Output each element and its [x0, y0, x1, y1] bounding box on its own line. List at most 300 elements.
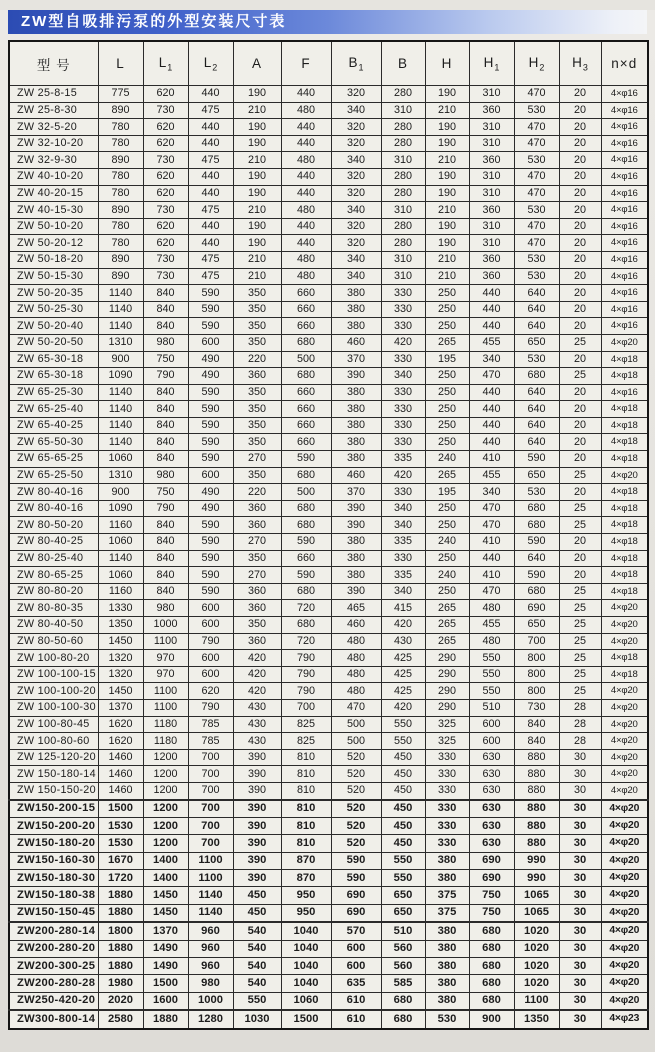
value-cell: 330 — [425, 800, 469, 818]
value-cell: 790 — [143, 368, 188, 385]
value-cell: 680 — [281, 583, 331, 600]
nxd-cell: 4×φ16 — [601, 301, 648, 318]
value-cell: 430 — [233, 699, 281, 716]
value-cell: 330 — [381, 484, 425, 501]
value-cell: 360 — [469, 102, 514, 119]
value-cell: 785 — [188, 733, 233, 750]
table-row — [9, 251, 648, 268]
value-cell: 500 — [331, 716, 381, 733]
value-cell: 380 — [331, 417, 381, 434]
value-cell: 680 — [514, 583, 559, 600]
model-cell: ZW 80-40-50 — [9, 617, 98, 634]
nxd-cell: 4×φ16 — [601, 218, 648, 235]
value-cell: 640 — [514, 434, 559, 451]
value-cell: 250 — [425, 500, 469, 517]
value-cell: 840 — [143, 583, 188, 600]
nxd-cell: 4×φ16 — [601, 384, 648, 401]
value-cell: 600 — [188, 650, 233, 667]
nxd-cell: 4×φ20 — [601, 992, 648, 1010]
value-cell: 20 — [559, 318, 601, 335]
table-row — [9, 870, 648, 887]
value-cell: 450 — [381, 749, 425, 766]
value-cell: 530 — [514, 351, 559, 368]
value-cell: 390 — [331, 583, 381, 600]
value-cell: 480 — [331, 666, 381, 683]
value-cell: 1200 — [143, 766, 188, 783]
value-cell: 500 — [331, 733, 381, 750]
value-cell: 1100 — [188, 852, 233, 869]
value-cell: 380 — [331, 318, 381, 335]
value-cell: 1460 — [98, 766, 143, 783]
value-cell: 310 — [469, 119, 514, 136]
value-cell: 460 — [331, 617, 381, 634]
value-cell: 340 — [469, 484, 514, 501]
value-cell: 730 — [143, 268, 188, 285]
nxd-cell: 4×φ16 — [601, 202, 648, 219]
value-cell: 350 — [233, 617, 281, 634]
value-cell: 1500 — [143, 975, 188, 992]
value-cell: 390 — [233, 870, 281, 887]
nxd-cell: 4×φ18 — [601, 351, 648, 368]
nxd-cell: 4×φ16 — [601, 135, 648, 152]
table-row — [9, 716, 648, 733]
value-cell: 440 — [281, 168, 331, 185]
value-cell: 380 — [331, 301, 381, 318]
table-row — [9, 417, 648, 434]
page — [0, 10, 655, 1052]
table-row — [9, 852, 648, 869]
value-cell: 1980 — [98, 975, 143, 992]
value-cell: 20 — [559, 202, 601, 219]
column-header-subscript: 1 — [494, 62, 500, 73]
value-cell: 1880 — [98, 887, 143, 904]
value-cell: 270 — [233, 534, 281, 551]
value-cell: 775 — [98, 86, 143, 103]
value-cell: 28 — [559, 699, 601, 716]
value-cell: 970 — [143, 666, 188, 683]
value-cell: 190 — [425, 185, 469, 202]
value-cell: 540 — [233, 922, 281, 940]
value-cell: 870 — [281, 852, 331, 869]
value-cell: 190 — [233, 86, 281, 103]
value-cell: 1160 — [98, 583, 143, 600]
value-cell: 430 — [381, 633, 425, 650]
value-cell: 660 — [281, 401, 331, 418]
value-cell: 490 — [188, 500, 233, 517]
value-cell: 250 — [425, 550, 469, 567]
value-cell: 790 — [281, 666, 331, 683]
value-cell: 840 — [143, 534, 188, 551]
value-cell: 640 — [514, 301, 559, 318]
value-cell: 330 — [381, 434, 425, 451]
value-cell: 190 — [425, 168, 469, 185]
value-cell: 840 — [143, 384, 188, 401]
value-cell: 510 — [381, 922, 425, 940]
nxd-cell: 4×φ16 — [601, 102, 648, 119]
table-row — [9, 887, 648, 904]
value-cell: 20 — [559, 567, 601, 584]
value-cell: 380 — [331, 567, 381, 584]
value-cell: 750 — [143, 351, 188, 368]
value-cell: 210 — [233, 102, 281, 119]
value-cell: 1140 — [98, 401, 143, 418]
value-cell: 1140 — [98, 417, 143, 434]
value-cell: 420 — [233, 650, 281, 667]
value-cell: 1460 — [98, 749, 143, 766]
value-cell: 1180 — [143, 733, 188, 750]
value-cell: 340 — [381, 583, 425, 600]
value-cell: 210 — [233, 202, 281, 219]
value-cell: 690 — [331, 904, 381, 922]
value-cell: 330 — [381, 301, 425, 318]
value-cell: 30 — [559, 870, 601, 887]
value-cell: 690 — [514, 600, 559, 617]
value-cell: 810 — [281, 817, 331, 834]
model-cell: ZW300-800-14 — [9, 1010, 98, 1028]
value-cell: 370 — [331, 351, 381, 368]
value-cell: 350 — [233, 318, 281, 335]
value-cell: 550 — [233, 992, 281, 1010]
value-cell: 620 — [143, 218, 188, 235]
value-cell: 30 — [559, 852, 601, 869]
value-cell: 1060 — [98, 567, 143, 584]
value-cell: 1040 — [281, 975, 331, 992]
value-cell: 440 — [188, 218, 233, 235]
value-cell: 325 — [425, 716, 469, 733]
value-cell: 840 — [143, 451, 188, 468]
value-cell: 340 — [331, 268, 381, 285]
value-cell: 470 — [469, 583, 514, 600]
value-cell: 1000 — [143, 617, 188, 634]
value-cell: 470 — [469, 500, 514, 517]
table-row — [9, 817, 648, 834]
value-cell: 30 — [559, 817, 601, 834]
value-cell: 350 — [233, 434, 281, 451]
table-row — [9, 318, 648, 335]
value-cell: 1060 — [98, 451, 143, 468]
table-row — [9, 567, 648, 584]
value-cell: 490 — [188, 484, 233, 501]
value-cell: 600 — [188, 666, 233, 683]
value-cell: 540 — [233, 975, 281, 992]
value-cell: 680 — [469, 992, 514, 1010]
value-cell: 380 — [331, 534, 381, 551]
value-cell: 320 — [331, 235, 381, 252]
nxd-cell: 4×φ23 — [601, 1010, 648, 1028]
model-cell: ZW 65-30-18 — [9, 368, 98, 385]
value-cell: 25 — [559, 583, 601, 600]
value-cell: 330 — [381, 318, 425, 335]
model-cell: ZW 50-15-30 — [9, 268, 98, 285]
value-cell: 890 — [98, 152, 143, 169]
value-cell: 680 — [469, 940, 514, 957]
nxd-cell: 4×φ20 — [601, 940, 648, 957]
value-cell: 20 — [559, 484, 601, 501]
column-header: $B_1$ — [331, 41, 381, 86]
value-cell: 25 — [559, 650, 601, 667]
nxd-cell: 4×φ20 — [601, 887, 648, 904]
value-cell: 700 — [514, 633, 559, 650]
value-cell: 840 — [143, 318, 188, 335]
value-cell: 630 — [469, 835, 514, 852]
nxd-cell: 4×φ20 — [601, 467, 648, 484]
model-cell: ZW 40-10-20 — [9, 168, 98, 185]
value-cell: 880 — [514, 766, 559, 783]
value-cell: 480 — [281, 202, 331, 219]
value-cell: 970 — [143, 650, 188, 667]
header-row — [9, 41, 648, 86]
value-cell: 270 — [233, 451, 281, 468]
value-cell: 600 — [469, 716, 514, 733]
value-cell: 450 — [381, 835, 425, 852]
value-cell: 1000 — [188, 992, 233, 1010]
model-cell: ZW 50-20-50 — [9, 334, 98, 351]
model-cell: ZW 50-18-20 — [9, 251, 98, 268]
value-cell: 660 — [281, 417, 331, 434]
column-header: $H_3$ — [559, 41, 601, 86]
value-cell: 25 — [559, 600, 601, 617]
value-cell: 360 — [469, 268, 514, 285]
value-cell: 1310 — [98, 334, 143, 351]
value-cell: 590 — [188, 384, 233, 401]
value-cell: 1800 — [98, 922, 143, 940]
value-cell: 380 — [331, 401, 381, 418]
nxd-cell: 4×φ20 — [601, 800, 648, 818]
value-cell: 950 — [281, 904, 331, 922]
nxd-cell: 4×φ18 — [601, 550, 648, 567]
value-cell: 730 — [143, 202, 188, 219]
value-cell: 30 — [559, 922, 601, 940]
value-cell: 250 — [425, 434, 469, 451]
value-cell: 1060 — [98, 534, 143, 551]
value-cell: 590 — [514, 534, 559, 551]
value-cell: 25 — [559, 683, 601, 700]
value-cell: 28 — [559, 733, 601, 750]
value-cell: 660 — [281, 318, 331, 335]
value-cell: 25 — [559, 334, 601, 351]
value-cell: 250 — [425, 417, 469, 434]
value-cell: 600 — [469, 733, 514, 750]
value-cell: 30 — [559, 958, 601, 975]
value-cell: 590 — [188, 517, 233, 534]
value-cell: 700 — [188, 835, 233, 852]
value-cell: 640 — [514, 318, 559, 335]
value-cell: 335 — [381, 534, 425, 551]
value-cell: 190 — [425, 119, 469, 136]
value-cell: 210 — [233, 152, 281, 169]
value-cell: 1140 — [98, 301, 143, 318]
value-cell: 320 — [331, 168, 381, 185]
value-cell: 990 — [514, 870, 559, 887]
table-row — [9, 633, 648, 650]
value-cell: 440 — [188, 86, 233, 103]
value-cell: 330 — [381, 285, 425, 302]
value-cell: 590 — [188, 550, 233, 567]
value-cell: 680 — [281, 368, 331, 385]
value-cell: 440 — [188, 168, 233, 185]
nxd-cell: 4×φ20 — [601, 958, 648, 975]
value-cell: 430 — [233, 733, 281, 750]
value-cell: 1200 — [143, 749, 188, 766]
value-cell: 380 — [331, 434, 381, 451]
value-cell: 785 — [188, 716, 233, 733]
value-cell: 350 — [233, 334, 281, 351]
value-cell: 310 — [381, 152, 425, 169]
nxd-cell: 4×φ20 — [601, 733, 648, 750]
value-cell: 350 — [233, 401, 281, 418]
nxd-cell: 4×φ18 — [601, 534, 648, 551]
model-cell: ZW 65-40-25 — [9, 417, 98, 434]
column-header: A — [233, 41, 281, 86]
value-cell: 800 — [514, 650, 559, 667]
value-cell: 340 — [381, 368, 425, 385]
value-cell: 570 — [331, 922, 381, 940]
value-cell: 450 — [233, 904, 281, 922]
value-cell: 380 — [425, 992, 469, 1010]
value-cell: 440 — [281, 218, 331, 235]
value-cell: 540 — [233, 958, 281, 975]
column-header: 型 号 — [9, 41, 98, 86]
value-cell: 660 — [281, 384, 331, 401]
nxd-cell: 4×φ20 — [601, 716, 648, 733]
value-cell: 680 — [281, 467, 331, 484]
value-cell: 2580 — [98, 1010, 143, 1028]
value-cell: 360 — [469, 152, 514, 169]
value-cell: 870 — [281, 870, 331, 887]
value-cell: 640 — [514, 550, 559, 567]
value-cell: 440 — [469, 401, 514, 418]
value-cell: 250 — [425, 301, 469, 318]
value-cell: 390 — [233, 800, 281, 818]
value-cell: 220 — [233, 351, 281, 368]
value-cell: 330 — [425, 835, 469, 852]
value-cell: 420 — [233, 666, 281, 683]
nxd-cell: 4×φ20 — [601, 835, 648, 852]
value-cell: 20 — [559, 285, 601, 302]
value-cell: 1450 — [143, 887, 188, 904]
value-cell: 350 — [233, 467, 281, 484]
value-cell: 190 — [233, 135, 281, 152]
value-cell: 280 — [381, 235, 425, 252]
value-cell: 780 — [98, 185, 143, 202]
value-cell: 520 — [331, 800, 381, 818]
value-cell: 700 — [188, 800, 233, 818]
value-cell: 25 — [559, 666, 601, 683]
value-cell: 590 — [188, 567, 233, 584]
value-cell: 650 — [514, 467, 559, 484]
value-cell: 700 — [188, 766, 233, 783]
value-cell: 1100 — [143, 683, 188, 700]
nxd-cell: 4×φ20 — [601, 617, 648, 634]
value-cell: 470 — [514, 135, 559, 152]
value-cell: 265 — [425, 633, 469, 650]
value-cell: 1140 — [188, 887, 233, 904]
value-cell: 380 — [425, 852, 469, 869]
value-cell: 280 — [381, 218, 425, 235]
value-cell: 650 — [381, 887, 425, 904]
value-cell: 890 — [98, 268, 143, 285]
value-cell: 280 — [381, 135, 425, 152]
value-cell: 340 — [381, 517, 425, 534]
model-cell: ZW 150-150-20 — [9, 782, 98, 799]
model-cell: ZW 100-80-20 — [9, 650, 98, 667]
column-header: F — [281, 41, 331, 86]
value-cell: 20 — [559, 235, 601, 252]
value-cell: 210 — [425, 152, 469, 169]
value-cell: 440 — [469, 318, 514, 335]
value-cell: 460 — [331, 467, 381, 484]
value-cell: 470 — [514, 86, 559, 103]
table-row — [9, 666, 648, 683]
value-cell: 210 — [233, 251, 281, 268]
value-cell: 1060 — [281, 992, 331, 1010]
column-header-subscript: 1 — [167, 62, 173, 73]
value-cell: 380 — [331, 384, 381, 401]
value-cell: 1200 — [143, 817, 188, 834]
value-cell: 530 — [514, 202, 559, 219]
value-cell: 360 — [233, 583, 281, 600]
value-cell: 620 — [143, 119, 188, 136]
value-cell: 620 — [143, 168, 188, 185]
nxd-cell: 4×φ20 — [601, 782, 648, 799]
value-cell: 440 — [469, 550, 514, 567]
nxd-cell: 4×φ20 — [601, 749, 648, 766]
column-header: $L_2$ — [188, 41, 233, 86]
value-cell: 210 — [425, 202, 469, 219]
value-cell: 680 — [281, 500, 331, 517]
value-cell: 240 — [425, 567, 469, 584]
value-cell: 450 — [381, 782, 425, 799]
value-cell: 440 — [281, 86, 331, 103]
table-row — [9, 384, 648, 401]
nxd-cell: 4×φ18 — [601, 417, 648, 434]
value-cell: 430 — [233, 716, 281, 733]
value-cell: 600 — [331, 940, 381, 957]
value-cell: 455 — [469, 467, 514, 484]
value-cell: 470 — [514, 168, 559, 185]
value-cell: 980 — [143, 334, 188, 351]
value-cell: 360 — [233, 368, 281, 385]
value-cell: 265 — [425, 617, 469, 634]
model-cell: ZW 150-180-14 — [9, 766, 98, 783]
column-header: H — [425, 41, 469, 86]
value-cell: 390 — [331, 517, 381, 534]
value-cell: 190 — [233, 235, 281, 252]
model-cell: ZW150-180-30 — [9, 870, 98, 887]
value-cell: 475 — [188, 152, 233, 169]
value-cell: 380 — [331, 451, 381, 468]
value-cell: 550 — [381, 716, 425, 733]
value-cell: 660 — [281, 301, 331, 318]
value-cell: 20 — [559, 384, 601, 401]
value-cell: 800 — [514, 666, 559, 683]
table-row — [9, 434, 648, 451]
value-cell: 825 — [281, 716, 331, 733]
nxd-cell: 4×φ16 — [601, 268, 648, 285]
table-row — [9, 168, 648, 185]
column-header: $L_1$ — [143, 41, 188, 86]
value-cell: 310 — [469, 168, 514, 185]
value-cell: 500 — [281, 484, 331, 501]
table-row — [9, 135, 648, 152]
table-row — [9, 334, 648, 351]
value-cell: 480 — [331, 633, 381, 650]
value-cell: 1500 — [98, 800, 143, 818]
value-cell: 210 — [233, 268, 281, 285]
value-cell: 195 — [425, 484, 469, 501]
nxd-cell: 4×φ20 — [601, 817, 648, 834]
value-cell: 220 — [233, 484, 281, 501]
